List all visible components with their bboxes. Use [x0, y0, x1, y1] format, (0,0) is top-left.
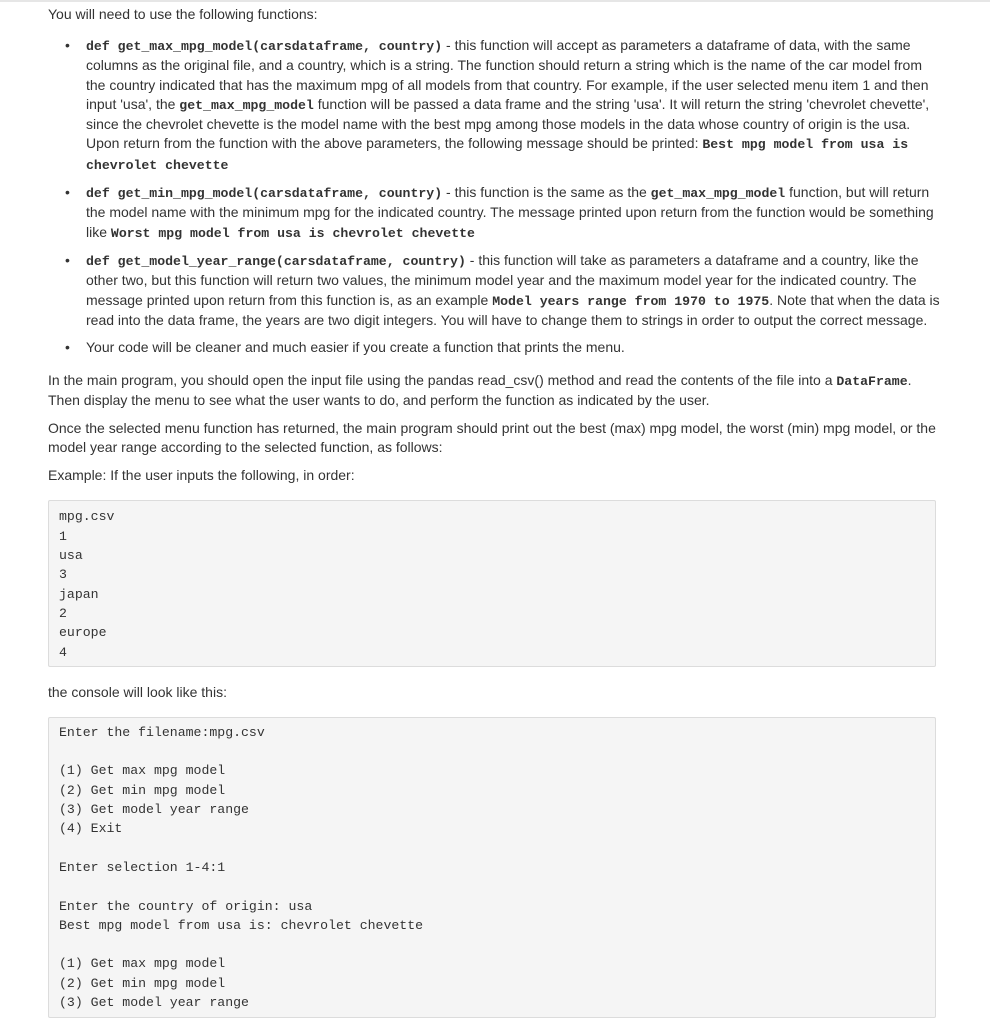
console-line: (2) Get min mpg model — [59, 782, 226, 798]
console-label: the console will look like this: — [48, 683, 227, 700]
console-code-block — [48, 717, 936, 1018]
console-line: Enter selection 1-4:1 — [59, 859, 226, 875]
input-line: 1 — [59, 528, 67, 544]
function-text: - this function is the same as the — [442, 184, 651, 201]
main-program-text-after: . Then display the menu to see what the user wants to do, and perform the function as indicated by the user. — [48, 372, 912, 409]
console-line — [59, 742, 925, 761]
once-selected-paragraph: Once the selected menu function has returned, the main program should print out the best (max) mpg model, the worst (min) mpg model, or the model year range according to the selected function, as follows: — [48, 420, 936, 456]
function-code: get_max_mpg_model — [179, 97, 314, 113]
console-line: (1) Get max mpg model — [59, 956, 226, 972]
function-code: def get_min_mpg_model(carsdataframe, country) — [86, 186, 443, 202]
function-list — [48, 36, 940, 357]
input-line: 4 — [59, 644, 67, 660]
function-code: def get_model_year_range(carsdataframe, country) — [86, 253, 466, 269]
function-text: function will be passed a data frame and the string 'usa'. It will return the string 'chevrolet chevette', since the chevrolet chevette is the model name with the best mpg among those models in the data whose country of origin is the usa. Upon return from the function with the above parameters, the following message should be printed: — [86, 95, 930, 152]
function-item — [86, 183, 940, 243]
function-item — [86, 338, 940, 357]
console-line — [59, 877, 925, 896]
console-line: Enter the filename:mpg.csv — [59, 724, 265, 740]
input-line: europe — [59, 625, 107, 641]
function-code: def get_max_mpg_model(carsdataframe, country) — [86, 39, 443, 54]
console-line: (2) Get min mpg model — [59, 975, 226, 991]
input-line: usa — [59, 548, 83, 564]
console-line: (3) Get model year range — [59, 994, 249, 1010]
function-text: - this function will take as parameters a dataframe and a country, like the other two, but this function will return two values, the minimum model year and the maximum model year for the indicated country. The message printed upon return from this function is, as an example — [86, 251, 919, 308]
console-line: (1) Get max mpg model — [59, 763, 226, 779]
console-line — [59, 839, 925, 858]
function-code: Worst mpg model from usa is chevrolet chevette — [110, 225, 475, 241]
main-program-text-before: In the main program, you should open the input file using the pandas read_csv() method and read the contents of the file into a — [48, 372, 837, 389]
function-text: . Note that when the data is read into the data frame, the years are two digit integers. You will have to change them to strings in order to output the correct message. — [86, 291, 940, 328]
console-line: (4) Exit — [59, 821, 123, 837]
console-line — [59, 935, 925, 954]
dataframe-code: DataFrame — [836, 374, 908, 390]
console-line: Enter the country of origin: usa — [59, 898, 313, 914]
function-code: get_max_mpg_model — [650, 186, 786, 202]
console-line: (3) Get model year range — [59, 802, 249, 818]
input-code-block — [48, 500, 936, 666]
function-text: - this function will accept as parameters a dataframe of data, with the same columns as the original file, and a country, which is a string. The function should return a string which is the name of the car model from the country indicated that has the maximum mpg of all models from that country. For example, if the user selected menu item 1 and then input 'usa', the — [86, 37, 929, 112]
input-line: japan — [59, 586, 99, 602]
input-line: mpg.csv — [59, 509, 115, 525]
function-item — [86, 251, 940, 330]
function-text: function, but will return the model name with the minimum mpg for the indicated country. The message printed upon return from the function would be something like — [86, 184, 934, 240]
console-line: Best mpg model from usa is: chevrolet chevette — [59, 917, 424, 933]
main-program-paragraph — [48, 371, 940, 410]
intro-text: You will need to use the following functions: — [48, 6, 318, 22]
assignment-content — [48, 2, 940, 1018]
function-code: Best mpg model from usa is chevrolet chevette — [86, 137, 909, 173]
input-line: 3 — [59, 567, 67, 583]
function-code: Model years range from 1970 to 1975 — [492, 293, 770, 309]
function-item — [86, 36, 940, 175]
example-label: Example: If the user inputs the following, in order: — [48, 467, 355, 484]
function-text: Your code will be cleaner and much easier if you create a function that prints the menu. — [86, 339, 625, 356]
input-line: 2 — [59, 605, 67, 621]
